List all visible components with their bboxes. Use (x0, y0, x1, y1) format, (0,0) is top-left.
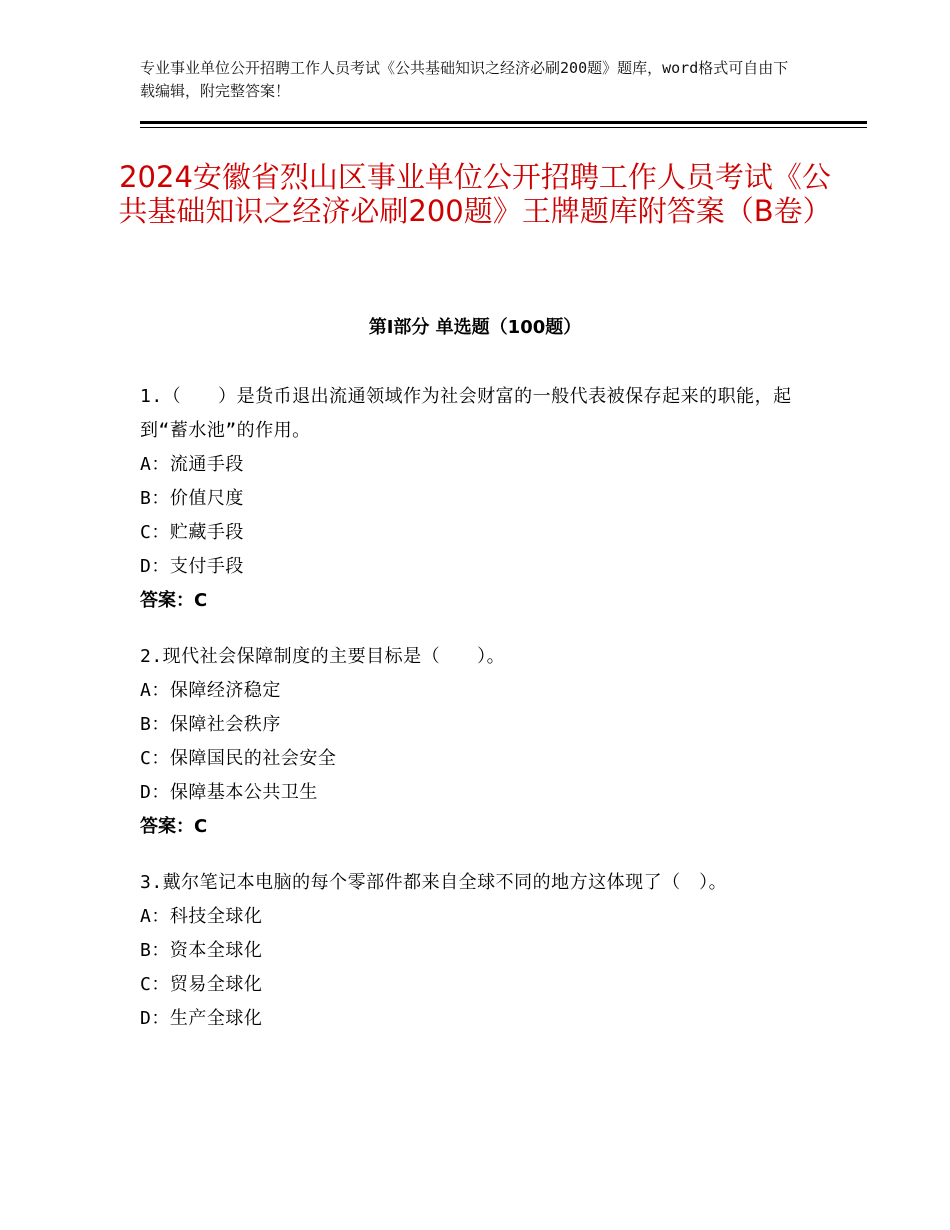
question-1 (140, 380, 820, 618)
header-note: 专业事业单位公开招聘工作人员考试《公共基础知识之经济必刷200题》题库，word格式可自由下载编辑，附完整答案！ (140, 59, 789, 100)
option-c: C：贮藏手段 (140, 522, 244, 543)
option-d: D：生产全球化 (140, 1008, 263, 1029)
question-stem: 3.戴尔笔记本电脑的每个零部件都来自全球不同的地方这体现了（ ）。 (140, 872, 728, 893)
question-list (140, 380, 820, 1058)
question-stem: 2.现代社会保障制度的主要目标是（ ）。 (140, 646, 506, 667)
option-d: D：支付手段 (140, 556, 244, 577)
option-c: C：保障国民的社会安全 (140, 748, 337, 769)
option-d: D：保障基本公共卫生 (140, 782, 318, 803)
option-a: A：科技全球化 (140, 906, 263, 927)
option-b: B：保障社会秩序 (140, 714, 281, 735)
option-b: B：价值尺度 (140, 488, 244, 509)
option-a: A：流通手段 (140, 454, 244, 475)
question-2 (140, 640, 820, 844)
question-stem: 1.（ ）是货币退出流通领域作为社会财富的一般代表被保存起来的职能，起到“蓄水池”的作用。 (140, 386, 792, 441)
section-heading: 第Ⅰ部分 单选题（100题） (368, 317, 582, 338)
option-a: A：保障经济稳定 (140, 680, 281, 701)
answer-line: 答案：C (140, 590, 208, 611)
option-c: C：贸易全球化 (140, 974, 263, 995)
header-rule-thick (140, 121, 867, 124)
header-rule-thin (140, 127, 867, 128)
answer-line: 答案：C (140, 816, 208, 837)
question-3 (140, 866, 820, 1036)
document-title: 2024安徽省烈山区事业单位公开招聘工作人员考试《公共基础知识之经济必刷200题》王牌题库附答案（B卷） (118, 160, 832, 228)
option-b: B：资本全球化 (140, 940, 263, 961)
